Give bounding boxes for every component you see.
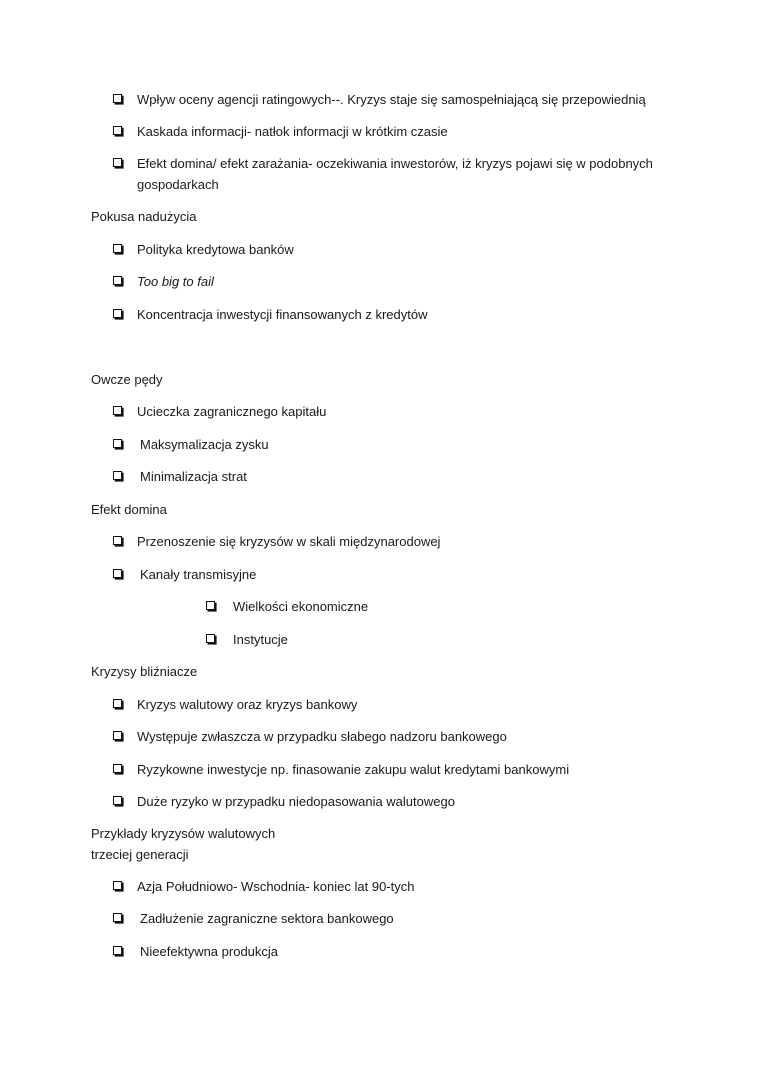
section-heading-continued: trzeciej generacji	[91, 847, 189, 862]
checkbox-bullet-icon	[113, 439, 122, 448]
checkbox-bullet-icon	[113, 731, 122, 740]
section-heading: Owcze pędy	[91, 372, 163, 387]
checkbox-bullet-icon	[113, 276, 122, 285]
list-item-text: Koncentracja inwestycji finansowanych z kredytów	[137, 307, 428, 322]
checkbox-bullet-icon	[113, 913, 122, 922]
checkbox-bullet-icon	[113, 309, 122, 318]
list-item-text: Kanały transmisyjne	[140, 567, 257, 582]
section-heading: Efekt domina	[91, 502, 167, 517]
checkbox-bullet-icon	[113, 94, 122, 103]
checkbox-bullet-icon	[113, 126, 122, 135]
checkbox-bullet-icon	[113, 406, 122, 415]
list-item-text: Występuje zwłaszcza w przypadku słabego nadzoru bankowego	[137, 729, 507, 744]
list-item-text: Too big to fail	[137, 274, 214, 289]
list-item-text: Azja Południowo- Wschodnia- koniec lat 90-tych	[137, 879, 415, 894]
checkbox-bullet-icon	[206, 634, 215, 643]
list-item-text: Minimalizacja strat	[140, 469, 247, 484]
checkbox-bullet-icon	[113, 569, 122, 578]
list-item-text: Duże ryzyko w przypadku niedopasowania walutowego	[137, 794, 455, 809]
list-item-text: Wpływ oceny agencji ratingowych--. Kryzys staje się samospełniającą się przepowiednią	[137, 92, 646, 107]
list-item-text: Ucieczka zagranicznego kapitału	[137, 404, 327, 419]
checkbox-bullet-icon	[113, 244, 122, 253]
checkbox-bullet-icon	[206, 601, 215, 610]
list-item-text: Kryzys walutowy oraz kryzys bankowy	[137, 697, 358, 712]
checkbox-bullet-icon	[113, 764, 122, 773]
list-item-text: Efekt domina/ efekt zarażania- oczekiwania inwestorów, iż kryzys pojawi się w podobnych gospodarkach	[137, 156, 653, 192]
section-heading: Przykłady kryzysów walutowych	[91, 826, 276, 841]
list-item-text: Maksymalizacja zysku	[140, 437, 269, 452]
list-item-text: Nieefektywna produkcja	[140, 944, 279, 959]
list-item-text: Instytucje	[233, 632, 288, 647]
list-item-text: Kaskada informacji- natłok informacji w krótkim czasie	[137, 124, 448, 139]
checkbox-bullet-icon	[113, 471, 122, 480]
list-item-text: Polityka kredytowa banków	[137, 242, 294, 257]
checkbox-bullet-icon	[113, 796, 122, 805]
section-heading: Pokusa nadużycia	[91, 209, 197, 224]
checkbox-bullet-icon	[113, 699, 122, 708]
checkbox-bullet-icon	[113, 946, 122, 955]
list-item-text: Zadłużenie zagraniczne sektora bankowego	[140, 911, 394, 926]
list-item-text: Ryzykowne inwestycje np. finasowanie zakupu walut kredytami bankowymi	[137, 762, 570, 777]
list-item-text: Przenoszenie się kryzysów w skali międzynarodowej	[137, 534, 441, 549]
checkbox-bullet-icon	[113, 536, 122, 545]
section-heading: Kryzysy bliźniacze	[91, 664, 198, 679]
list-item-text: Wielkości ekonomiczne	[233, 599, 369, 614]
checkbox-bullet-icon	[113, 158, 122, 167]
checkbox-bullet-icon	[113, 881, 122, 890]
